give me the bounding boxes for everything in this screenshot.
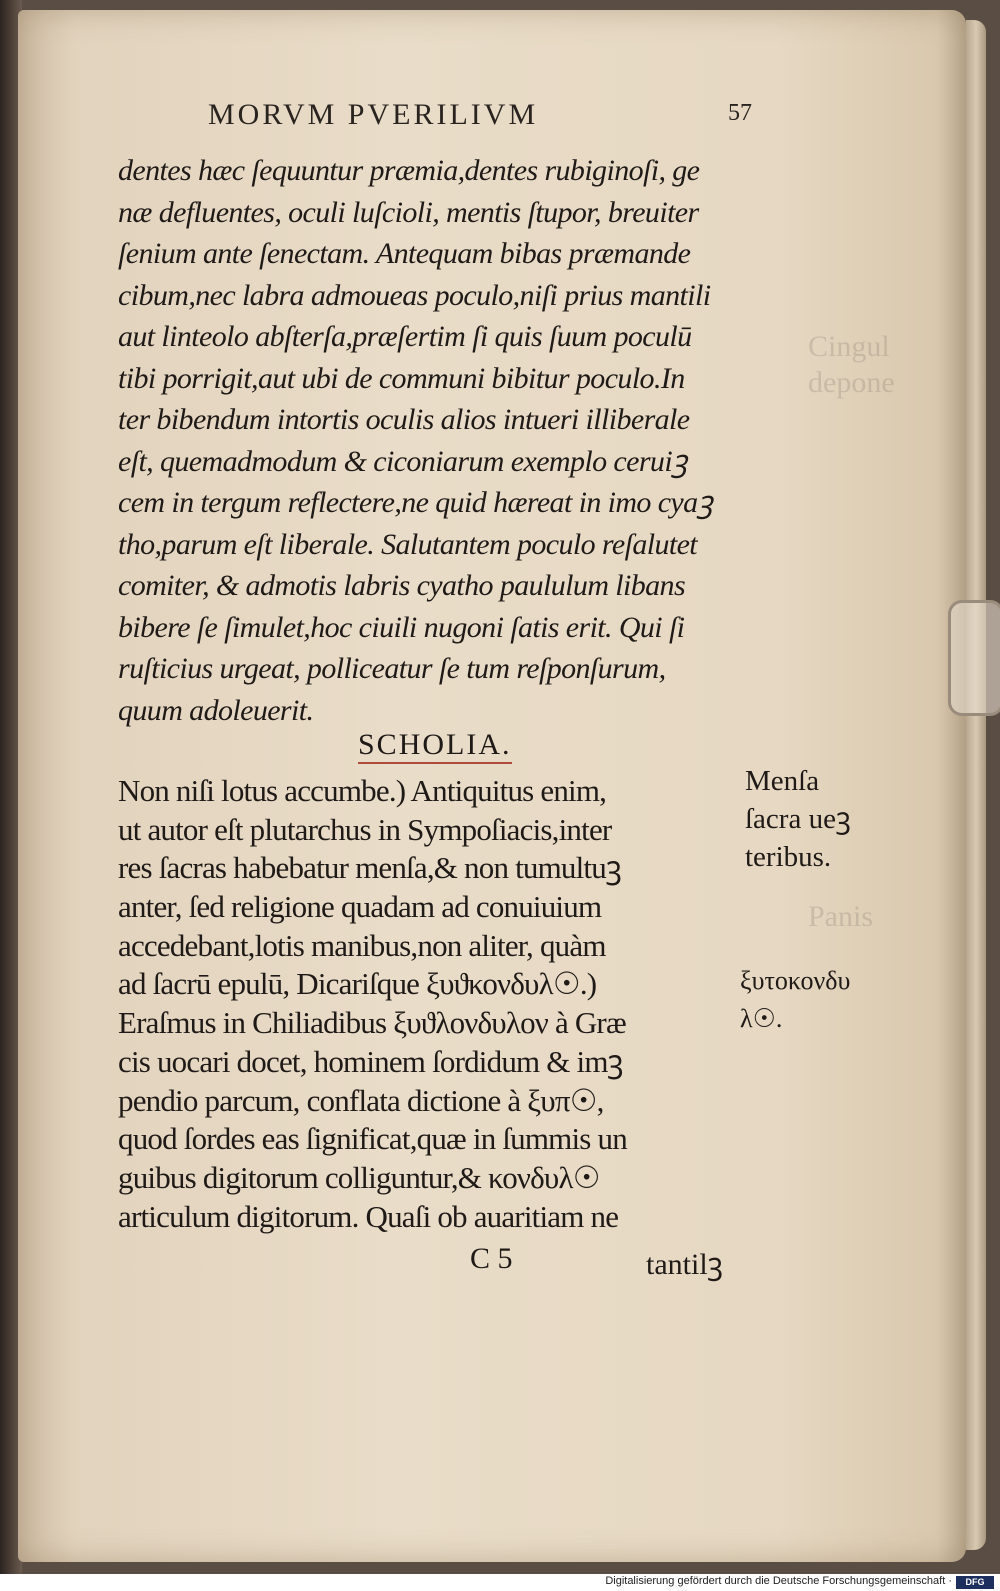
book-page xyxy=(18,10,966,1562)
catchword: tantilꝫ xyxy=(646,1248,723,1281)
running-head xyxy=(208,98,768,138)
scholia-line: ut autor eſt plutarchus in Sympoſiacis,inter xyxy=(118,811,612,847)
funding-credit: Digitalisierung gefördert durch die Deutsche Forschungsgemeinschaft · xyxy=(605,1575,952,1587)
scholia-line: guibus digitorum colliguntur,& κονδυλ☉ xyxy=(118,1159,600,1195)
scholia-line: anter, ſed religione quadam ad conuiuium xyxy=(118,889,602,925)
dfg-logo: DFG xyxy=(956,1576,994,1589)
text-line: bibere ſe ſimulet,hoc ciuili nugoni ſatis erit. Qui ſi xyxy=(118,610,685,644)
text-line: eſt, quemadmodum & ciconiarum exemplo ceruiꝫ xyxy=(118,444,687,478)
text-line: ſenium ante ſenectam. Antequam bibas præmande xyxy=(118,237,691,270)
text-line: ruſticius urgeat, polliceatur ſe tum reſponſurum, xyxy=(118,652,666,685)
page-title: MORVM PVERILIVM xyxy=(208,98,539,131)
margin-note-line: teribus. xyxy=(745,841,832,873)
scholia-line: articulum digitorum. Quaſi ob auaritiam ne xyxy=(118,1198,619,1234)
text-line: dentes hæc ſequuntur præmia,dentes rubiginoſi, ge xyxy=(118,154,700,187)
signature-mark: C 5 xyxy=(470,1242,513,1275)
text-line: comiter, & admotis labris cyatho paululum libans xyxy=(118,569,686,602)
bleed-through-ghost: Cingul xyxy=(808,330,890,363)
text-line: næ defluentes, oculi luſcioli, mentis ſtupor, breuiter xyxy=(118,195,699,229)
scholia-line: Eraſmus in Chiliadibus ξυϑλονδυλον à Græ xyxy=(118,1005,626,1041)
scholia-line: ad ſacrū epulū, Dicariſque ξυϑκονδυλ☉.) xyxy=(118,966,597,1002)
main-text-block xyxy=(118,150,778,731)
scholia-text-block xyxy=(118,772,758,1236)
scholia-line: Non niſi lotus accumbe.) Antiquitus enim, xyxy=(118,773,607,808)
footer-bar xyxy=(0,1574,1000,1591)
bleed-through-ghost: Panis xyxy=(808,900,874,933)
text-line: tho,parum eſt liberale. Salutantem poculo reſalutet xyxy=(118,527,698,561)
book-clasp xyxy=(948,600,1000,716)
text-line: tibi porrigit,aut ubi de communi bibitur poculo.In xyxy=(118,361,685,395)
text-line: ter bibendum intortis oculis alios intueri illiberale xyxy=(118,403,690,436)
page-number: 57 xyxy=(728,100,752,126)
scholia-line: accedebant,lotis manibus,non aliter, quàm xyxy=(118,927,606,963)
text-line: quum adoleuerit. xyxy=(118,693,314,727)
bleed-through-ghost: depone xyxy=(808,366,895,399)
scholia-line: res ſacras habebatur menſa,& non tumultuꝫ xyxy=(118,850,621,886)
margin-note-line: Menſa xyxy=(745,765,820,797)
margin-note-greek xyxy=(740,962,850,1038)
text-line: cibum,nec labra admoueas poculo,niſi prius mantili xyxy=(118,278,711,312)
margin-note-mensa xyxy=(745,762,851,876)
scholia-line: cis uocari docet, hominem ſordidum & imꝫ xyxy=(118,1043,623,1079)
scholia-line: pendio parcum, conflata dictione à ξυπ☉, xyxy=(118,1082,604,1118)
text-line: cem in tergum reflectere,ne quid hæreat in imo cyaꝫ xyxy=(118,486,713,519)
text-line: aut linteolo abſterſa,præſertim ſi quis ſuum poculū xyxy=(118,320,692,353)
scholia-line: quod ſordes eas ſignificat,quæ in ſummis un xyxy=(118,1121,627,1157)
margin-note-line: λ☉. xyxy=(740,1004,783,1033)
margin-note-line: ξυτοκονδυ xyxy=(740,966,851,995)
page-edge-stack xyxy=(966,20,986,1550)
margin-note-line: ſacra ueꝫ xyxy=(745,803,851,835)
scholia-heading: SCHOLIA. xyxy=(358,728,512,764)
